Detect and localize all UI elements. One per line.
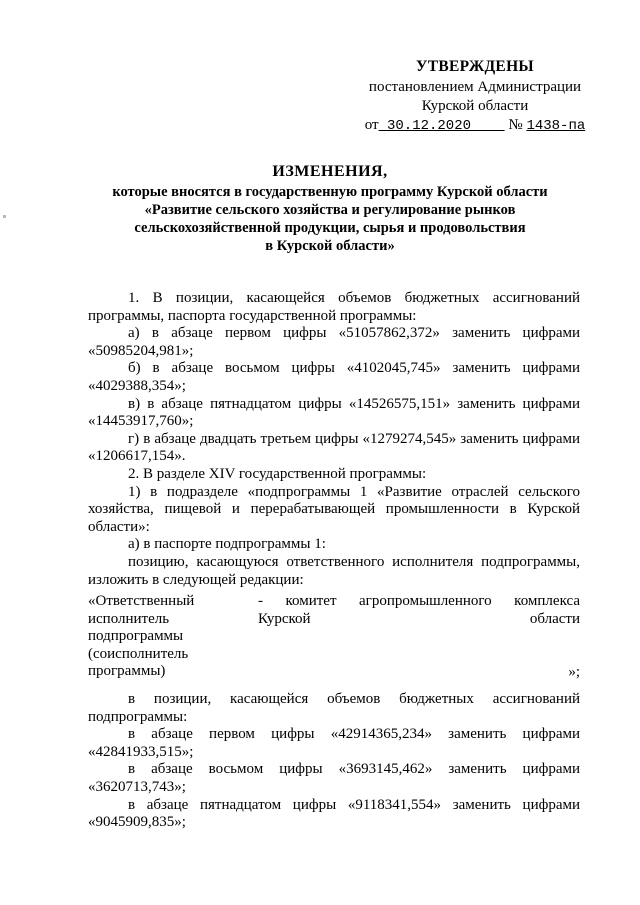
heading-line: сельскохозяйственной продукции, сырья и продовольствия <box>134 220 526 236</box>
paragraph: позицию, касающуюся ответственного исполнителя подпрограммы, изложить в следующей редакции: <box>88 553 580 588</box>
paragraph: в абзаце восьмом цифры «3693145,462» заменить цифрами «3620713,743»; <box>88 761 580 795</box>
approval-line-2: Курской области <box>421 98 529 114</box>
paragraph: г) в абзаце двадцать третьем цифры «1279274,545» заменить цифрами «1206617,154». <box>88 430 580 465</box>
paragraph: 1. В позиции, касающейся объемов бюджетных ассигнований программы, паспорта государственной программы: <box>88 290 580 324</box>
approval-stamp <box>360 58 590 136</box>
document-heading <box>80 163 580 255</box>
paragraph: а) в абзаце первом цифры «51057862,372» заменить цифрами «50985204,981»; <box>88 325 580 359</box>
table-right-cell: - комитет агропромышленного комплекса Курской области <box>258 593 580 627</box>
document-body <box>88 290 580 589</box>
heading-line: в Курской области» <box>265 238 395 254</box>
approval-date-number <box>360 116 590 136</box>
paragraph: 2. В разделе XIV государственной программы: <box>128 465 427 482</box>
paragraph: б) в абзаце восьмом цифры «4102045,745» заменить цифрами «4029388,354»; <box>88 360 580 394</box>
heading-line: которые вносятся в государственную программу Курской области <box>112 184 548 200</box>
paragraph: в) в абзаце пятнадцатом цифры «14526575,151» заменить цифрами «14453917,760»; <box>88 395 580 430</box>
approval-title: УТВЕРЖДЕНЫ <box>416 58 534 75</box>
document-body-continued <box>88 691 580 832</box>
approval-number: 1438-па <box>526 118 586 134</box>
paragraph: а) в паспорте подпрограммы 1: <box>128 536 326 553</box>
table-left-cell: «Ответственный исполнитель подпрограммы (соисполнитель программы) <box>88 593 195 680</box>
approval-date: 30.12.2020 <box>387 118 472 134</box>
heading-line: «Развитие сельского хозяйства и регулирование рынков <box>144 202 516 218</box>
number-prefix: № <box>508 117 523 133</box>
margin-mark <box>3 215 6 218</box>
date-prefix: от <box>364 117 379 133</box>
position-table <box>88 593 580 681</box>
table-closing-quote: »; <box>568 664 580 680</box>
paragraph: в позиции, касающейся объемов бюджетных ассигнований подпрограммы: <box>88 691 580 725</box>
paragraph: в абзаце первом цифры «42914365,234» заменить цифрами «42841933,515»; <box>88 726 580 760</box>
approval-line-1: постановлением Администрации <box>368 79 582 95</box>
heading-title: ИЗМЕНЕНИЯ, <box>272 163 388 180</box>
paragraph: 1) в подразделе «подпрограммы 1 «Развитие отраслей сельского хозяйства, пищевой и перерабатывающей промышленности в Курской области»: <box>88 483 580 535</box>
paragraph: в абзаце пятнадцатом цифры «9118341,554» заменить цифрами «9045909,835»; <box>88 796 580 831</box>
